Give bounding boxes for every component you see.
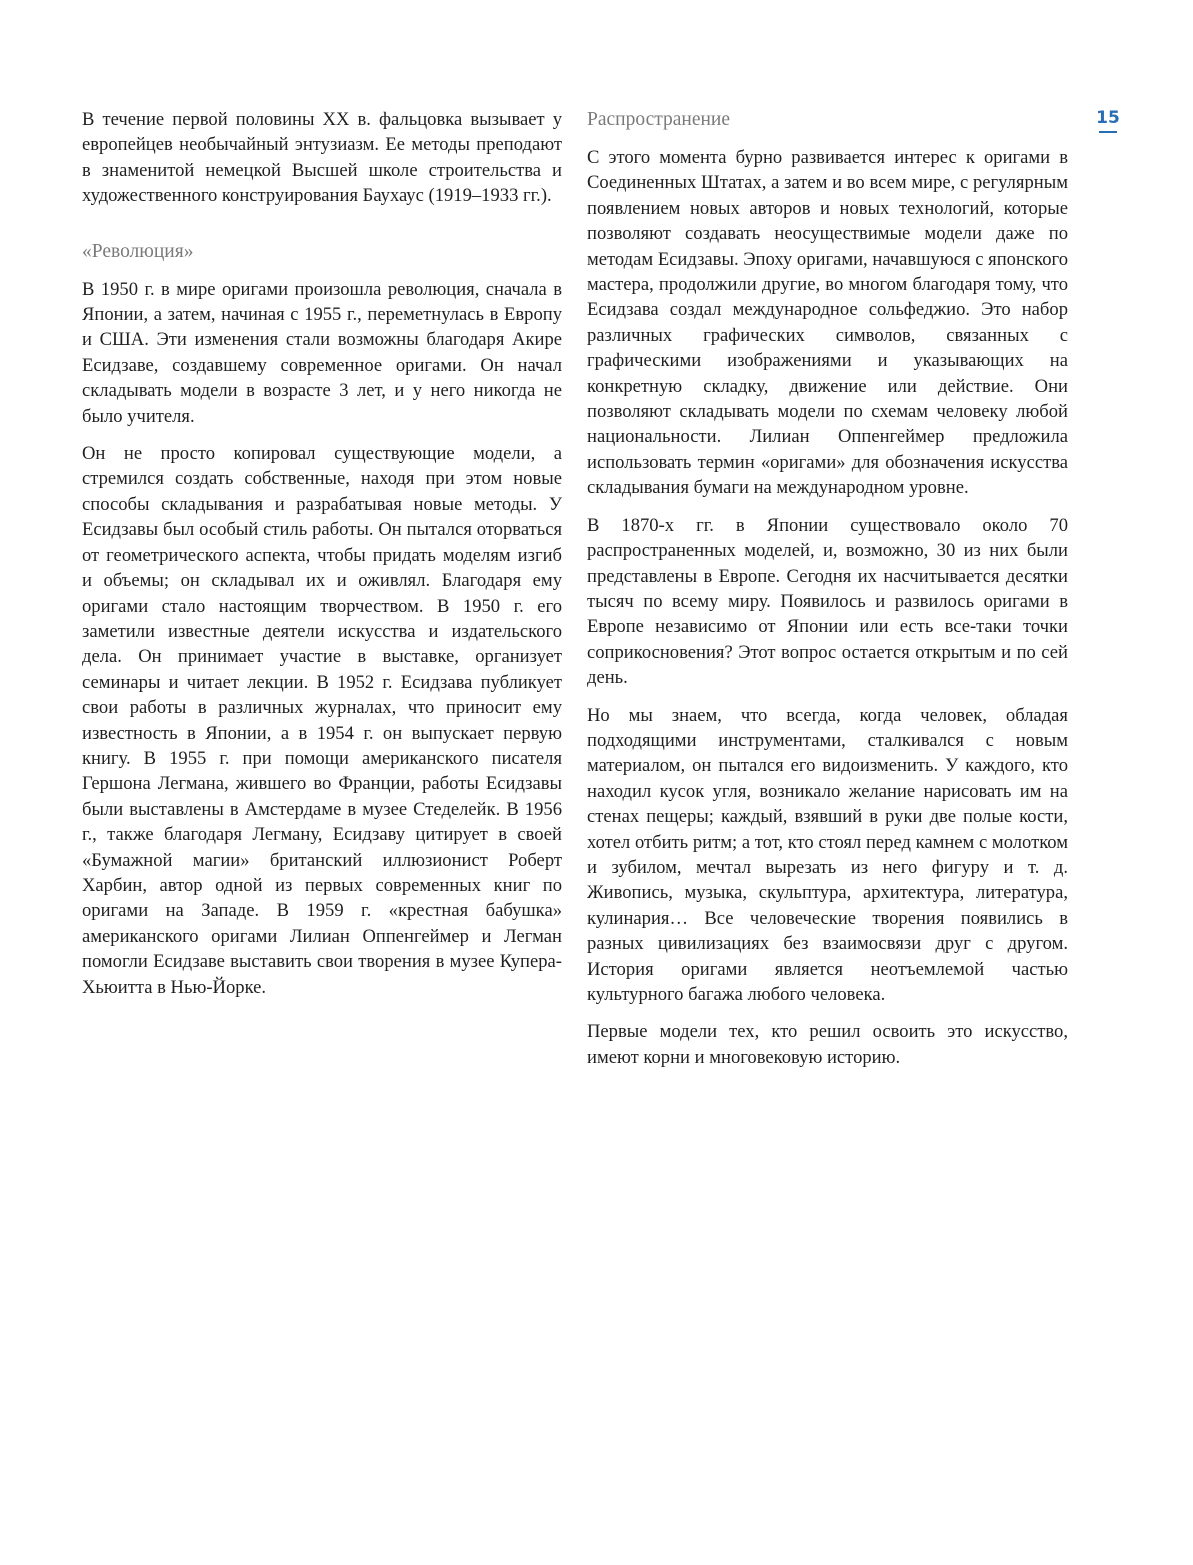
paragraph: В 1870-х гг. в Японии существовало около 70 распространенных моделей, и, возможно, 30 из них были представлены в Европе. Сегодня их насчитывается десятки тысяч по всему миру. Появилось и развилось оригами в Европе независимо от Японии или есть все-таки точки соприкосновения? Этот вопрос остается открытым и по сей день. — [587, 514, 1068, 689]
section-heading-revolution: «Революция» — [82, 240, 194, 262]
paragraph: С этого момента бурно развивается интерес к оригами в Соединенных Штатах, а затем и во всем мире, с регулярным появлением новых авторов и новых технологий, которые позволяют создавать неосуществимые модели даже по методам Есидзавы. Эпоху оригами, начавшуюся с японского мастера, продолжили другие, во многом благодаря тому, что Есидзава создал международное сольфеджио. Это набор различных графических символов, связанных с графическими изображениями и указывающих на конкретную складку, движение или действие. Они позволяют складывать модели по схемам человеку любой национальности. Лилиан Оппенгеймер предложила использовать термин «оригами» для обозначения искусства складывания бумаги на международном уровне. — [587, 147, 1068, 499]
paragraph: В 1950 г. в мире оригами произошла революция, сначала в Японии, а затем, начиная с 1955 г., переметнулась в Европу и США. Эти изменения стали возможны благодаря Акире Есидзаве, создавшему современное оригами. Он начал складывать модели в возрасте 3 лет, и у него никогда не было учителя. — [82, 278, 562, 427]
left-column — [82, 107, 562, 1012]
right-column — [587, 107, 1068, 1082]
paragraph: Он не просто копировал существующие модели, а стремился создать собственные, находя при этом новые способы складывания и разрабатывая новые методы. У Есидзавы был особый стиль работы. Он пытался оторваться от геометрического аспекта, чтобы придать моделям изгиб и объемы; он складывал их и оживлял. Благодаря ему оригами стало настоящим творчеством. В 1950 г. его заметили известные деятели искусства и издательского дела. Он принимает участие в выставке, организует семинары и читает лекции. В 1952 г. Есидзава публикует свои работы в различных журналах, что приносит ему известность в Японии, а в 1954 г. он выпускает первую книгу. В 1955 г. при помощи американского писателя Гершона Легмана, жившего во Франции, работы Есидзавы были выставлены в Амстердаме в музее Стеделейк. В 1956 г., также благодаря Легману, Есидзаву цитирует в своей «Бумажной магии» британский иллюзионист Роберт Харбин, автор одной из первых современных книг по оригами на Западе. В 1959 г. «крестная бабушка» американского оригами Лилиан Оппенгеймер и Легман помогли Есидзаве выставить свои творения в музее Купера-Хьюитта в Нью-Йорке. — [82, 443, 562, 998]
intro-paragraph: В течение первой половины XX в. фальцовка вызывает у европейцев необычайный энтузиазм. Ее методы преподают в знаменитой немецкой Высшей школе строительства и художественного конструирования Баухаус (1919–1933 гг.). — [82, 109, 562, 207]
page-number-underline — [1099, 131, 1117, 133]
paragraph: Первые модели тех, кто решил освоить это искусство, имеют корни и многовековую историю. — [587, 1021, 1068, 1068]
section-heading-spread: Распространение — [587, 109, 731, 130]
paragraph: Но мы знаем, что всегда, когда человек, обладая подходящими инструментами, сталкивался с новым материалом, он пытался его видоизменить. У каждого, кто находил кусок угля, возникало желание нарисовать им на стенах пещеры; каждый, взявший в руки две полые кости, хотел отбить ритм; а тот, кто стоял перед камнем с молотком и зубилом, мечтал вырезать из него фигуру и т. д. Живопись, музыка, скульптура, архитектура, литература, кулинария… Все человеческие творения появились в разных цивилизациях без взаимосвязи друг с другом. История оригами является неотъемлемой частью культурного багажа любого человека. — [587, 704, 1068, 1005]
page-number: 15 — [1096, 108, 1120, 128]
